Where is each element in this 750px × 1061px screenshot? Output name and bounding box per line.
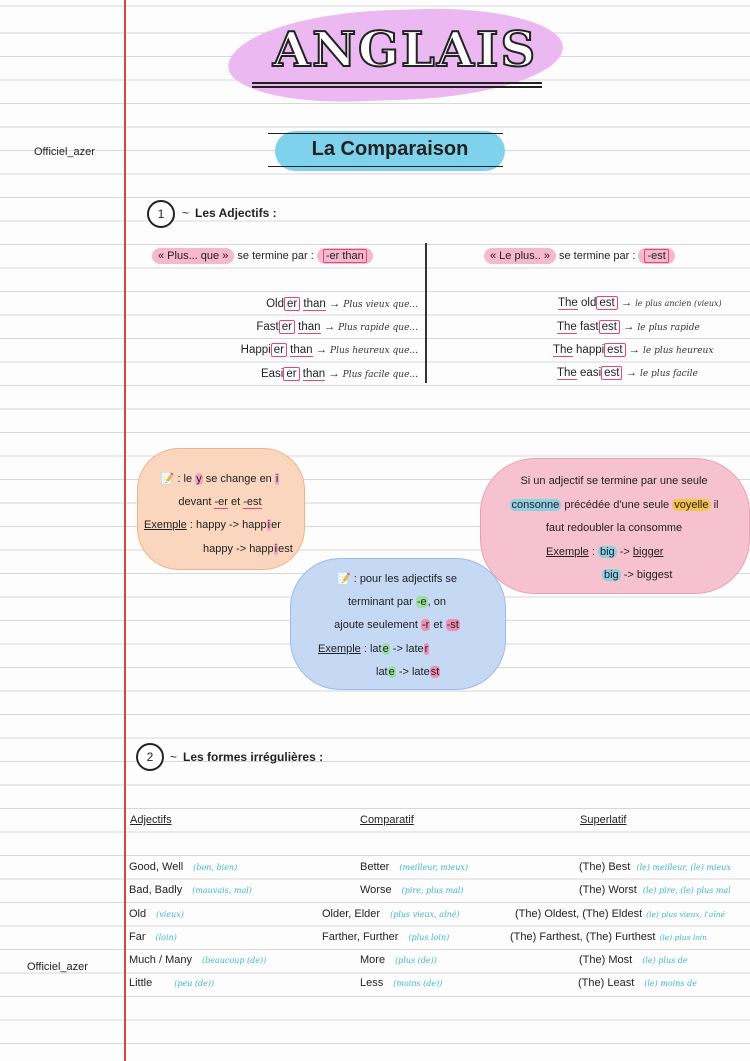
- superlative-row: [557, 367, 698, 379]
- highlight: e: [382, 643, 389, 655]
- section-2-title: [170, 750, 323, 764]
- comparative-than: than: [303, 298, 326, 310]
- text: biggest: [636, 569, 673, 581]
- irregular-comp: [322, 931, 449, 943]
- note-y-example1: [144, 519, 281, 531]
- arrow-icon: →: [625, 367, 637, 379]
- text: est: [278, 543, 293, 555]
- highlight: -r: [421, 619, 430, 631]
- text: : le: [177, 473, 193, 485]
- text: , on: [427, 596, 446, 608]
- arrow-icon: →: [323, 321, 336, 333]
- superlative-suffix: est: [599, 320, 620, 334]
- comparative-row: [261, 368, 418, 380]
- adj-word: Good, Well: [129, 861, 184, 873]
- superlative-the: The: [557, 321, 577, 333]
- comparative-than: than: [290, 344, 313, 356]
- irregular-comp: [360, 954, 437, 966]
- note-y-line2: [140, 496, 300, 508]
- text: -> late: [392, 643, 424, 655]
- comparative-suffix: er: [271, 343, 287, 357]
- section-1-title: [182, 206, 277, 220]
- highlight: r: [424, 643, 429, 655]
- irregular-sup: [579, 954, 688, 966]
- text: lat: [376, 666, 388, 678]
- superlative-stem: old: [581, 297, 597, 309]
- irregular-adj: [129, 884, 252, 896]
- text: précédée d'une seule: [564, 499, 670, 511]
- sup-word: (The) Most: [579, 954, 633, 966]
- comparative-note: Plus heureux que...: [330, 346, 418, 356]
- highlight: e: [388, 666, 395, 678]
- note-double-line1: Si un adjectif se termine par une seule: [520, 475, 708, 487]
- section-1-label: Les Adjectifs :: [195, 206, 277, 220]
- superlative-note: le plus ancien (vieux): [635, 299, 722, 308]
- highlight: y: [196, 473, 202, 485]
- superlative-stem: happi: [576, 344, 605, 356]
- sup-translation: (le) plus de: [642, 956, 688, 965]
- note-double-line3: faut redoubler la consomme: [545, 522, 683, 534]
- comparative-header-quote: « Plus... que »: [152, 248, 234, 264]
- sup-word: (The) Best: [579, 861, 631, 873]
- arrow-icon: →: [628, 344, 641, 356]
- comparative-suffix: er: [284, 297, 300, 311]
- comp-word: Worse: [360, 884, 392, 896]
- highlight: -er: [214, 496, 228, 508]
- sup-translation: (le) moins de: [644, 979, 697, 988]
- highlight: -st: [446, 619, 459, 631]
- highlight: -e: [416, 596, 427, 608]
- irregular-sup: [510, 931, 707, 943]
- section-2-label: Les formes irrégulières :: [183, 750, 324, 764]
- adj-word: Bad, Badly: [129, 884, 183, 896]
- highlight: i: [274, 543, 278, 555]
- note-double-example2: [602, 569, 672, 581]
- comparative-note: Plus rapide que...: [338, 323, 418, 333]
- irregular-adj: [129, 977, 214, 989]
- subtitle-line-top: [268, 133, 503, 134]
- sup-word: (The) Least: [578, 977, 635, 989]
- pencil-icon: 📝: [336, 573, 351, 585]
- text: er: [271, 519, 281, 531]
- superlative-note: le plus rapide: [637, 323, 700, 333]
- irregular-adj: [129, 931, 177, 943]
- comp-translation: (meilleur, mieux): [399, 863, 469, 872]
- superlative-header: [484, 250, 675, 262]
- text: ->: [623, 569, 634, 581]
- highlight: st: [430, 666, 440, 678]
- text: -> late: [398, 666, 430, 678]
- superlative-note: le plus facile: [639, 369, 698, 379]
- pencil-icon: 📝: [160, 473, 175, 485]
- superlative-the: The: [557, 367, 577, 379]
- sup-translation: (le) pire, (le) plus mal: [642, 886, 731, 895]
- page-subtitle: La Comparaison: [311, 138, 469, 160]
- highlight: voyelle: [674, 499, 709, 511]
- note-e-example2: [376, 666, 440, 678]
- comp-translation: (plus loin): [408, 933, 450, 942]
- note-e-line1: [292, 572, 502, 585]
- adj-translation: (beaucoup (de)): [201, 956, 267, 965]
- arrow-icon: →: [622, 321, 635, 333]
- text: bigger: [632, 546, 664, 558]
- irregular-adj: [129, 861, 237, 873]
- text: terminant par: [347, 596, 413, 608]
- note-e-line3: [292, 619, 502, 631]
- text: et: [231, 496, 241, 508]
- irregular-comp: [360, 861, 468, 873]
- comp-word: Older, Elder: [322, 908, 381, 920]
- comparative-header-suffix-wrap: [317, 248, 373, 264]
- comparison-divider: [425, 243, 427, 383]
- text: : pour les adjectifs se: [353, 573, 458, 585]
- irregular-header-comparatif: Comparatif: [360, 814, 414, 826]
- superlative-suffix: est: [604, 343, 625, 357]
- irregular-sup: [579, 861, 731, 873]
- note-double-example1: [546, 546, 663, 558]
- comparative-stem: Easi: [260, 368, 284, 380]
- example-label: Exemple: [318, 643, 361, 655]
- text: : lat: [363, 643, 382, 655]
- comp-word: Less: [360, 977, 384, 989]
- superlative-header-suffix-wrap: [638, 248, 674, 264]
- irregular-adj: [129, 908, 184, 920]
- irregular-comp: [360, 977, 442, 989]
- irregular-sup: [578, 977, 697, 989]
- irregular-header-superlatif: Superlatif: [580, 814, 627, 826]
- comp-translation: (plus vieux, aîné): [390, 910, 460, 919]
- comparative-row: [266, 298, 418, 310]
- adj-word: Much / Many: [129, 954, 192, 966]
- subtitle-line-bottom: [268, 166, 503, 167]
- text: happ: [242, 519, 267, 531]
- adj-translation: (loin): [155, 933, 177, 942]
- sup-translation: (le) meilleur, (le) mieux: [636, 863, 731, 872]
- irregular-adj: [129, 954, 266, 966]
- comparative-header-text: se termine par :: [237, 250, 314, 262]
- section-1-tilde: ~: [182, 206, 190, 220]
- comp-translation: (plus (de)): [395, 956, 437, 965]
- highlight: consonne: [511, 499, 560, 511]
- section-2-tilde: ~: [170, 750, 178, 764]
- comp-word: Better: [360, 861, 390, 873]
- comparative-note: Plus facile que...: [342, 370, 418, 380]
- superlative-row: [553, 344, 713, 356]
- superlative-row: [558, 297, 722, 309]
- superlative-stem: easi: [580, 367, 602, 379]
- superlative-header-suffix: -est: [644, 249, 668, 263]
- text: happy ->: [203, 543, 247, 555]
- comparative-than: than: [298, 321, 321, 333]
- section-2-number: 2: [136, 743, 164, 771]
- superlative-header-quote: « Le plus.. »: [484, 248, 556, 264]
- comparative-stem: Happi: [240, 344, 271, 356]
- irregular-comp: [360, 884, 464, 896]
- superlative-stem: fast: [580, 321, 599, 333]
- text: devant: [178, 496, 212, 508]
- text: happ: [249, 543, 274, 555]
- note-y-line1: [140, 472, 300, 485]
- sup-word: (The) Worst: [579, 884, 637, 896]
- text: et: [433, 619, 443, 631]
- note-y-example2: [203, 543, 293, 555]
- text: ->: [619, 546, 630, 558]
- section-1-number: 1: [147, 200, 175, 228]
- sup-translation: (le) plus loin: [659, 933, 707, 942]
- adj-translation: (bon, bien): [193, 863, 238, 872]
- comparative-stem: Fast: [256, 321, 279, 333]
- comparative-header: [152, 250, 373, 262]
- superlative-header-text: se termine par :: [559, 250, 636, 262]
- example-label: Exemple: [546, 546, 589, 558]
- comparative-stem: Old: [266, 298, 284, 310]
- note-e-line2: [292, 596, 502, 608]
- title-underline-2: [252, 86, 542, 88]
- comparative-note: Plus vieux que...: [343, 300, 418, 310]
- highlight: big: [604, 569, 619, 581]
- superlative-the: The: [558, 297, 578, 309]
- comp-word: Farther, Further: [322, 931, 399, 943]
- highlight: i: [267, 519, 271, 531]
- superlative-suffix: est: [596, 296, 617, 310]
- adj-translation: (peu (de)): [174, 979, 215, 988]
- adj-word: Little: [129, 977, 153, 989]
- comp-translation: (pire, plus mal): [401, 886, 464, 895]
- arrow-icon: →: [315, 344, 328, 356]
- comparative-row: [256, 321, 418, 333]
- sup-word: (The) Oldest, (The) Eldest: [515, 908, 643, 920]
- comparative-suffix: er: [283, 367, 299, 381]
- text: : happy ->: [189, 519, 240, 531]
- note-e-example1: [318, 643, 429, 655]
- highlight: i: [275, 473, 279, 485]
- adj-translation: (vieux): [156, 910, 184, 919]
- example-label: Exemple: [144, 519, 187, 531]
- page-title: ANGLAIS: [272, 22, 538, 78]
- adj-translation: (mauvais, mal): [192, 886, 252, 895]
- irregular-comp: [322, 908, 460, 920]
- irregular-header-adjectifs: Adjectifs: [130, 814, 172, 826]
- superlative-row: [557, 321, 700, 333]
- text: :: [591, 546, 595, 558]
- comparative-suffix: er: [279, 320, 295, 334]
- comp-word: More: [360, 954, 386, 966]
- watermark-bottom: Officiel_azer: [27, 961, 88, 973]
- irregular-sup: [515, 908, 725, 920]
- adj-word: Old: [129, 908, 147, 920]
- watermark-top: Officiel_azer: [34, 146, 95, 158]
- text: se change en: [205, 473, 272, 485]
- margin-line: [124, 0, 126, 1061]
- highlight: big: [599, 546, 615, 558]
- arrow-icon: →: [328, 298, 341, 310]
- superlative-the: The: [553, 344, 573, 356]
- arrow-icon: →: [620, 297, 633, 309]
- text: ajoute seulement: [334, 619, 418, 631]
- comparative-row: [241, 344, 418, 356]
- superlative-suffix: est: [601, 366, 622, 380]
- superlative-note: le plus heureux: [643, 346, 714, 356]
- comp-translation: (moins (de)): [393, 979, 443, 988]
- irregular-sup: [579, 884, 731, 896]
- sup-word: (The) Farthest, (The) Furthest: [510, 931, 656, 943]
- text: il: [713, 499, 719, 511]
- comparative-than: than: [302, 368, 326, 380]
- arrow-icon: →: [328, 368, 340, 380]
- highlight: -est: [243, 496, 262, 508]
- note-double-line2: [482, 499, 746, 511]
- title-underline: [252, 82, 542, 84]
- comparative-header-suffix: -er than: [323, 249, 367, 263]
- sup-translation: (le) plus vieux, l'aîné: [646, 910, 725, 919]
- adj-word: Far: [129, 931, 146, 943]
